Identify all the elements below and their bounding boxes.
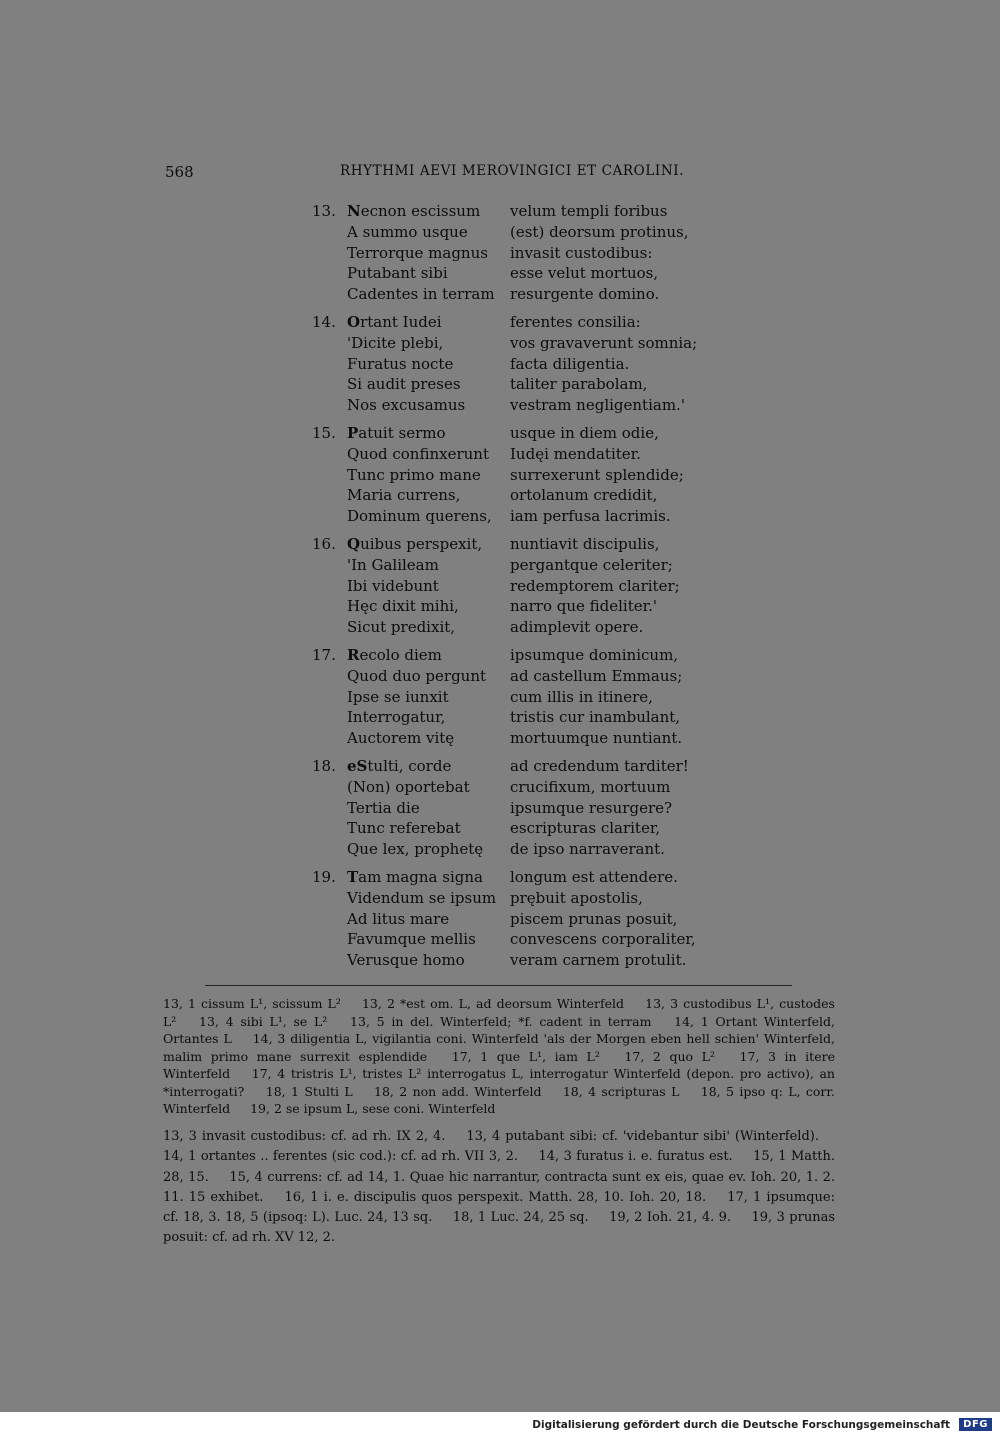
verse-first-half: Maria currens, bbox=[347, 486, 461, 505]
verse-line bbox=[312, 202, 732, 223]
verse-first-half: Que lex, prophetę bbox=[347, 840, 484, 859]
verse-line bbox=[312, 778, 732, 799]
verse-line bbox=[312, 757, 732, 778]
verse-first-half-text: tulti, corde bbox=[367, 756, 452, 775]
stanza-number: 13. bbox=[312, 202, 336, 220]
verse-first-half: Favumque mellis bbox=[347, 930, 476, 949]
verse-line bbox=[312, 445, 732, 466]
verse-first-half: 'In Galileam bbox=[347, 555, 439, 574]
verse-line bbox=[312, 375, 732, 396]
verse-first-half: Dominum querens, bbox=[347, 507, 492, 526]
verse-line bbox=[312, 244, 732, 265]
verse-first-half: Ipse se iunxit bbox=[347, 687, 449, 706]
stanza bbox=[312, 535, 732, 639]
verse-second-half: longum est attendere. bbox=[510, 867, 678, 886]
verse-second-half: ad castellum Emmaus; bbox=[510, 666, 683, 685]
verse-first-half-text: uibus perspexit, bbox=[360, 534, 483, 553]
stanza bbox=[312, 313, 732, 417]
verse-first-half bbox=[347, 202, 480, 220]
verse-line bbox=[312, 799, 732, 820]
verse-first-half bbox=[347, 313, 442, 331]
verse-line bbox=[312, 264, 732, 285]
stanza bbox=[312, 202, 732, 306]
verse-first-half: A summo usque bbox=[347, 222, 468, 241]
verse-line bbox=[312, 667, 732, 688]
stanza-number: 14. bbox=[312, 312, 336, 331]
verse-second-half: ad credendum tarditer! bbox=[510, 756, 689, 775]
verse-line bbox=[312, 688, 732, 709]
verse-first-half bbox=[347, 646, 442, 664]
verse-first-half: Cadentes in terram bbox=[347, 285, 495, 304]
verse-line bbox=[312, 334, 732, 355]
verse-line bbox=[312, 396, 732, 417]
verse-first-half: Auctorem vitę bbox=[347, 729, 455, 748]
verse-second-half: Iudęi mendatiter. bbox=[510, 444, 641, 463]
critical-note: 17, 3 in itere Winterfeld bbox=[163, 1048, 835, 1081]
verse-line bbox=[312, 840, 732, 861]
critical-note: 13, 3 custodibus L¹, custodes L² bbox=[163, 996, 835, 1029]
verse-first-half: Interrogatur, bbox=[347, 708, 446, 727]
stanza bbox=[312, 424, 732, 528]
source-note: 16, 1 i. e. discipulis quos perspexit. Matth. 28, 10. Ioh. 20, 18. bbox=[284, 1189, 707, 1205]
initial-letter: R bbox=[347, 645, 360, 664]
verse-first-half: Quod confinxerunt bbox=[347, 444, 489, 463]
verse-first-half bbox=[347, 535, 482, 553]
critical-note: 17, 1 que L¹, iam L² bbox=[451, 1048, 600, 1064]
verse-second-half: piscem prunas posuit, bbox=[510, 909, 678, 928]
verse-first-half: Ibi videbunt bbox=[347, 576, 439, 595]
initial-letter: P bbox=[347, 423, 359, 442]
verse-second-half: adimplevit opere. bbox=[510, 618, 644, 637]
verse-line bbox=[312, 729, 732, 750]
verse-line bbox=[312, 355, 732, 376]
verse-second-half: ipsumque dominicum, bbox=[510, 645, 679, 664]
verse-line bbox=[312, 466, 732, 487]
verse-second-half: escripturas clariter, bbox=[510, 819, 661, 838]
verse-first-half: Videndum se ipsum bbox=[347, 888, 497, 907]
critical-apparatus bbox=[163, 995, 835, 1118]
verse-first-half: (Non) oportebat bbox=[347, 777, 470, 796]
source-note: 18, 1 Luc. 24, 25 sq. bbox=[452, 1210, 589, 1226]
footer-bar bbox=[0, 1412, 1000, 1434]
verse-first-half: Sicut predixit, bbox=[347, 618, 456, 637]
verse-second-half: invasit custodibus: bbox=[510, 243, 653, 262]
verse-line bbox=[312, 708, 732, 729]
verse-line bbox=[312, 889, 732, 910]
critical-note: 18, 4 scripturas L bbox=[562, 1083, 680, 1099]
verse-line bbox=[312, 507, 732, 528]
verse-first-half: Terrorque magnus bbox=[347, 243, 488, 262]
verse-first-half-text: rtant Iudei bbox=[360, 312, 442, 331]
stanza-number: 17. bbox=[312, 645, 336, 664]
verse-second-half: pergantque celeriter; bbox=[510, 555, 673, 574]
source-notes bbox=[163, 1127, 835, 1249]
verse-first-half bbox=[347, 868, 483, 886]
verse-second-half: velum templi foribus bbox=[510, 202, 668, 220]
page-number: 568 bbox=[165, 163, 194, 181]
critical-note: 13, 1 cissum L¹, scissum L² bbox=[163, 996, 341, 1011]
initial-letter: Q bbox=[347, 534, 361, 553]
stanza bbox=[312, 868, 732, 972]
running-title: RHYTHMI AEVI MEROVINGICI ET CAROLINI. bbox=[340, 163, 685, 179]
verse-second-half: nuntiavit discipulis, bbox=[510, 534, 660, 553]
verse-line bbox=[312, 930, 732, 951]
stanza bbox=[312, 646, 732, 750]
stanza bbox=[312, 757, 732, 861]
verse-line bbox=[312, 646, 732, 667]
verse-first-half: Si audit preses bbox=[347, 375, 461, 394]
critical-note: 13, 2 *est om. L, ad deorsum Winterfeld bbox=[361, 996, 625, 1011]
verse-first-half: Hęc dixit mihi, bbox=[347, 597, 459, 616]
critical-note: 17, 2 quo L² bbox=[624, 1048, 715, 1064]
stanza-number: 18. bbox=[312, 756, 336, 775]
verse-second-half: surrexerunt splendide; bbox=[510, 465, 684, 484]
critical-note: 18, 5 ipso q: L, corr. Winterfeld bbox=[163, 1083, 835, 1116]
verse-second-half: convescens corporaliter, bbox=[510, 930, 696, 949]
verse-first-half-text: am magna signa bbox=[358, 867, 483, 886]
verse-line bbox=[312, 313, 732, 334]
verse-second-half: resurgente domino. bbox=[510, 285, 660, 304]
verse-second-half: cum illis in itinere, bbox=[510, 687, 653, 706]
verse-second-half: crucifixum, mortuum bbox=[510, 777, 671, 796]
source-note: 19, 2 Ioh. 21, 4. 9. bbox=[609, 1210, 732, 1226]
verse-line bbox=[312, 486, 732, 507]
source-note: 13, 4 putabant sibi: cf. 'videbantur sibi' (Winterfeld). bbox=[466, 1129, 819, 1144]
verse-second-half: narro que fideliter.' bbox=[510, 597, 658, 616]
source-note: 14, 1 ortantes .. ferentes (sic cod.): cf. ad rh. VII 3, 2. bbox=[163, 1149, 519, 1165]
funding-credit: Digitalisierung gefördert durch die Deutsche Forschungsgemeinschaft bbox=[532, 1418, 951, 1431]
verse-second-half: taliter parabolam, bbox=[510, 375, 648, 394]
verse-first-half: Verusque homo bbox=[347, 951, 465, 970]
critical-note: 18, 2 non add. Winterfeld bbox=[374, 1083, 542, 1099]
verse-first-half: Quod duo pergunt bbox=[347, 666, 487, 685]
verse-second-half: redemptorem clariter; bbox=[510, 576, 680, 595]
stanza-number: 16. bbox=[312, 534, 336, 553]
source-note: 15, 4 currens: cf. ad 14, 1. Quae hic narrantur, contracta sunt ex eis, quae ev. Ioh. 20, 1. 2. 11. 15 exhibet. bbox=[163, 1169, 835, 1205]
verse-line bbox=[312, 618, 732, 639]
verse-second-half: (est) deorsum protinus, bbox=[510, 222, 689, 241]
verse-second-half: mortuumque nuntiant. bbox=[510, 729, 683, 748]
verse-second-half: usque in diem odie, bbox=[510, 423, 659, 442]
stanza-number: 19. bbox=[312, 867, 336, 886]
verse-line bbox=[312, 223, 732, 244]
verse-first-half: Putabant sibi bbox=[347, 264, 448, 283]
verse-second-half: prębuit apostolis, bbox=[510, 888, 643, 907]
verse-first-half-text: atuit sermo bbox=[358, 423, 446, 442]
verse-second-half: de ipso narraverant. bbox=[510, 840, 665, 859]
critical-note: 19, 2 se ipsum L, sese coni. Winterfeld bbox=[250, 1101, 496, 1116]
initial-letter: eS bbox=[347, 756, 368, 775]
verse-first-half-text: ecnon escissum bbox=[360, 202, 481, 220]
verse-second-half: tristis cur inambulant, bbox=[510, 708, 681, 727]
verse-first-half bbox=[347, 424, 446, 442]
verse-line bbox=[312, 556, 732, 577]
footnote-divider bbox=[205, 985, 792, 986]
dfg-logo-icon[interactable]: DFG bbox=[959, 1418, 992, 1431]
initial-letter: O bbox=[347, 312, 361, 331]
verse-line bbox=[312, 577, 732, 598]
source-note: 19, 3 prunas posuit: cf. ad rh. XV 12, 2. bbox=[163, 1210, 836, 1246]
verse-first-half: Nos excusamus bbox=[347, 396, 466, 415]
poem-text bbox=[312, 202, 732, 979]
verse-first-half: Furatus nocte bbox=[347, 354, 454, 373]
source-note: 15, 1 Matth. 28, 15. bbox=[163, 1149, 835, 1185]
verse-first-half: Tunc referebat bbox=[347, 819, 461, 838]
verse-second-half: vos gravaverunt somnia; bbox=[510, 333, 698, 352]
verse-second-half: facta diligentia. bbox=[510, 354, 630, 373]
verse-second-half: ferentes consilia: bbox=[510, 312, 641, 331]
verse-line bbox=[312, 819, 732, 840]
verse-first-half: 'Dicite plebi, bbox=[347, 333, 444, 352]
verse-first-half: Tertia die bbox=[347, 798, 420, 817]
critical-note: 14, 1 Ortant Winterfeld, Ortantes L bbox=[163, 1013, 835, 1046]
verse-first-half: Ad litus mare bbox=[347, 909, 450, 928]
initial-letter: T bbox=[347, 867, 359, 886]
stanza-number: 15. bbox=[312, 423, 336, 442]
verse-line bbox=[312, 285, 732, 306]
verse-second-half: ortolanum credidit, bbox=[510, 486, 658, 505]
critical-note: 18, 1 Stulti L bbox=[265, 1083, 353, 1099]
verse-first-half: Tunc primo mane bbox=[347, 465, 481, 484]
critical-note: 13, 5 in del. Winterfeld; *f. cadent in terram bbox=[350, 1013, 652, 1029]
critical-note: 14, 3 diligentia L, vigilantia coni. Winterfeld 'als der Morgen eben hell schien' Winterfeld, malim primo mane surrexit esplendide bbox=[163, 1031, 835, 1064]
source-note: 13, 3 invasit custodibus: cf. ad rh. IX 2, 4. bbox=[163, 1129, 446, 1144]
verse-line bbox=[312, 910, 732, 931]
verse-line bbox=[312, 868, 732, 889]
verse-first-half bbox=[347, 757, 451, 775]
verse-line bbox=[312, 535, 732, 556]
page-header bbox=[165, 163, 685, 187]
verse-second-half: esse velut mortuos, bbox=[510, 264, 659, 283]
critical-note: 13, 4 sibi L¹, se L² bbox=[199, 1013, 328, 1029]
verse-second-half: veram carnem protulit. bbox=[510, 951, 687, 970]
source-note: 14, 3 furatus i. e. furatus est. bbox=[538, 1149, 733, 1165]
critical-note: 17, 4 tristris L¹, tristes L² interrogatus L, interrogatur Winterfeld (depon. pro activo), an *interrogati? bbox=[163, 1066, 835, 1099]
verse-second-half: ipsumque resurgere? bbox=[510, 798, 673, 817]
verse-second-half: vestram negligentiam.' bbox=[510, 396, 685, 415]
verse-line bbox=[312, 424, 732, 445]
verse-line bbox=[312, 597, 732, 618]
verse-line bbox=[312, 951, 732, 972]
source-note: 17, 1 ipsumque: cf. 18, 3. 18, 5 (ipsoq: L). Luc. 24, 13 sq. bbox=[163, 1189, 835, 1226]
verse-first-half-text: ecolo diem bbox=[359, 645, 442, 664]
initial-letter: N bbox=[347, 202, 361, 220]
verse-second-half: iam perfusa lacrimis. bbox=[510, 507, 671, 526]
